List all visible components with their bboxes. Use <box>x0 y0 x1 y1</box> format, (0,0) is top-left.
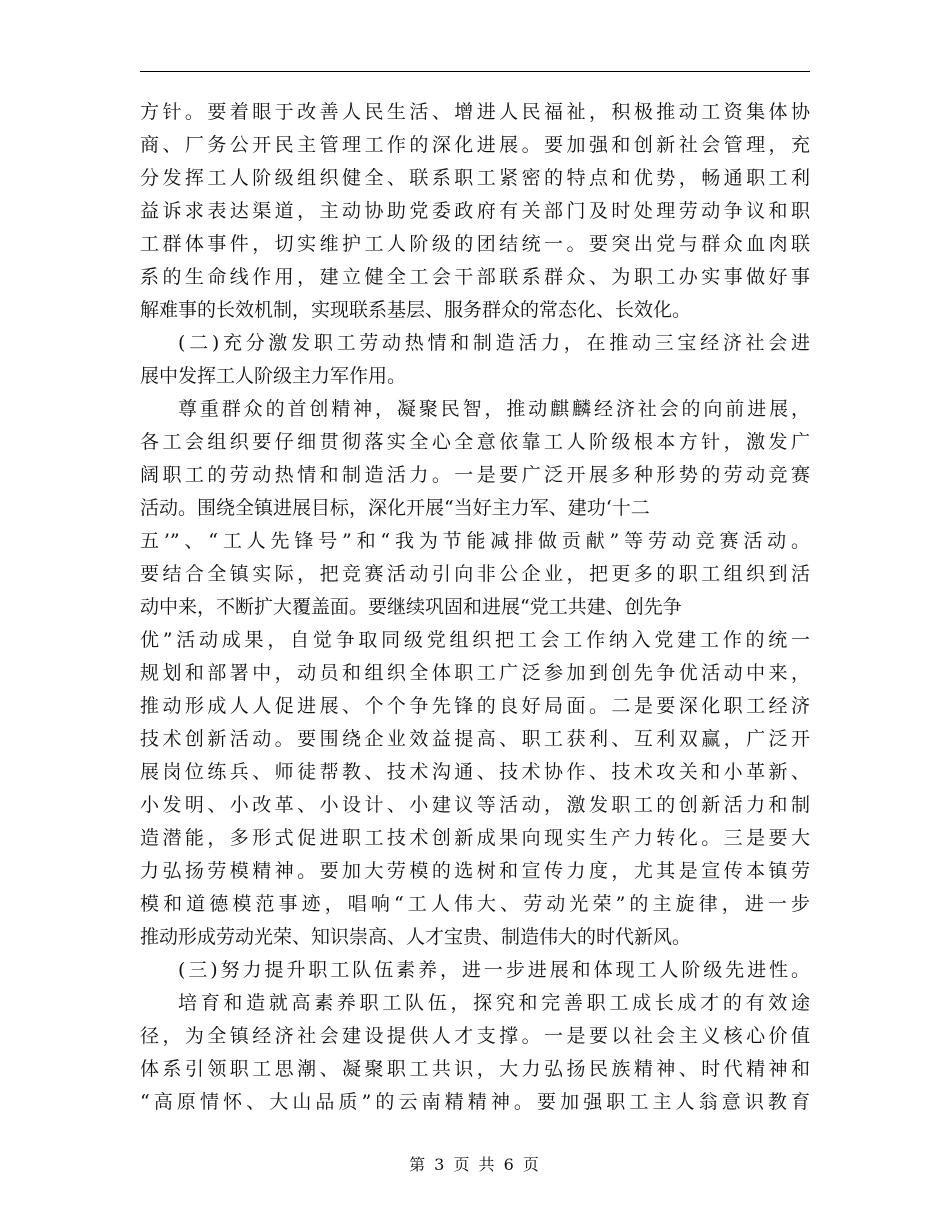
text-line: 益诉求表达渠道，主动协助党委政府有关部门及时处理劳动争议和职 <box>140 200 810 222</box>
text-line: 模和道德模范事迹，唱响“工人伟大、劳动光荣”的主旋律，进一步 <box>140 893 810 915</box>
text-line: 推动形成人人促进展、个个争先锋的良好局面。二是要深化职工经济 <box>140 695 810 717</box>
text-line: 规划和部署中，动员和组织全体职工广泛参加到创先争优活动中来， <box>140 662 810 684</box>
text-line: 径，为全镇经济社会建设提供人才支撑。一是要以社会主义核心价值 <box>140 1025 810 1047</box>
text-line: 各工会组织要仔细贯彻落实全心全意依靠工人阶级根本方针，激发广 <box>140 431 810 453</box>
text-line: 推动形成劳动光荣、知识崇高、人才宝贵、制造伟大的时代新风。 <box>140 926 692 948</box>
text-line: (三)努力提升职工队伍素养，进一步进展和体现工人阶级先进性。 <box>178 959 810 981</box>
text-line: 分发挥工人阶级组织健全、联系职工紧密的特点和优势，畅通职工利 <box>140 167 810 189</box>
text-line: 方针。要着眼于改善人民生活、增进人民福祉，积极推动工资集体协 <box>140 101 810 123</box>
text-line: 动中来，不断扩大覆盖面。要继续巩固和进展“党工共建、创先争 <box>140 596 682 618</box>
body-text <box>140 96 810 1119</box>
text-line: 优”活动成果，自觉争取同级党组织把工会工作纳入党建工作的统一 <box>140 629 810 651</box>
text-line: 体系引领职工思潮、凝聚职工共识，大力弘扬民族精神、时代精神和 <box>140 1058 810 1080</box>
text-line: 商、厂务公开民主管理工作的深化进展。要加强和创新社会管理，充 <box>140 134 810 156</box>
text-line: “高原情怀、大山品质”的云南精精神。要加强职工主人翁意识教育 <box>140 1091 810 1113</box>
text-line: 技术创新活动。要围绕企业效益提高、职工获利、互利双赢，广泛开 <box>140 728 810 750</box>
text-line: 展中发挥工人阶级主力军作用。 <box>140 365 407 387</box>
text-line: 小发明、小改革、小设计、小建议等活动，激发职工的创新活力和制 <box>140 794 810 816</box>
text-line: 解难事的长效机制，实现联系基层、服务群众的常态化、长效化。 <box>140 299 692 321</box>
text-line: 力弘扬劳模精神。要加大劳模的选树和宣传力度，尤其是宣传本镇劳 <box>140 860 810 882</box>
text-line: 尊重群众的首创精神，凝聚民智，推动麒麟经济社会的向前进展， <box>178 398 810 420</box>
text-line: 五’”、“工人先锋号”和“我为节能减排做贡献”等劳动竞赛活动。 <box>140 530 810 552</box>
text-line: 要结合全镇实际，把竞赛活动引向非公企业，把更多的职工组织到活 <box>140 563 810 585</box>
text-line: 展岗位练兵、师徒帮教、技术沟通、技术协作、技术攻关和小革新、 <box>140 761 810 783</box>
text-line: 阔职工的劳动热情和制造活力。一是要广泛开展多种形势的劳动竞赛 <box>140 464 810 486</box>
text-line: 工群体事件，切实维护工人阶级的团结统一。要突出党与群众血肉联 <box>140 233 810 255</box>
text-line: 培育和造就高素养职工队伍，探究和完善职工成长成才的有效途 <box>178 992 810 1014</box>
text-line: (二)充分激发职工劳动热情和制造活力，在推动三宝经济社会进 <box>178 332 810 354</box>
text-line: 造潜能，多形式促进职工技术创新成果向现实生产力转化。三是要大 <box>140 827 810 849</box>
page-footer: 第 3 页 共 6 页 <box>409 1155 541 1174</box>
text-line: 系的生命线作用，建立健全工会干部联系群众、为职工办实事做好事 <box>140 266 810 288</box>
header-rule <box>140 71 810 72</box>
text-line: 活动。围绕全镇进展目标，深化开展“当好主力军、建功‘十二 <box>140 497 650 519</box>
